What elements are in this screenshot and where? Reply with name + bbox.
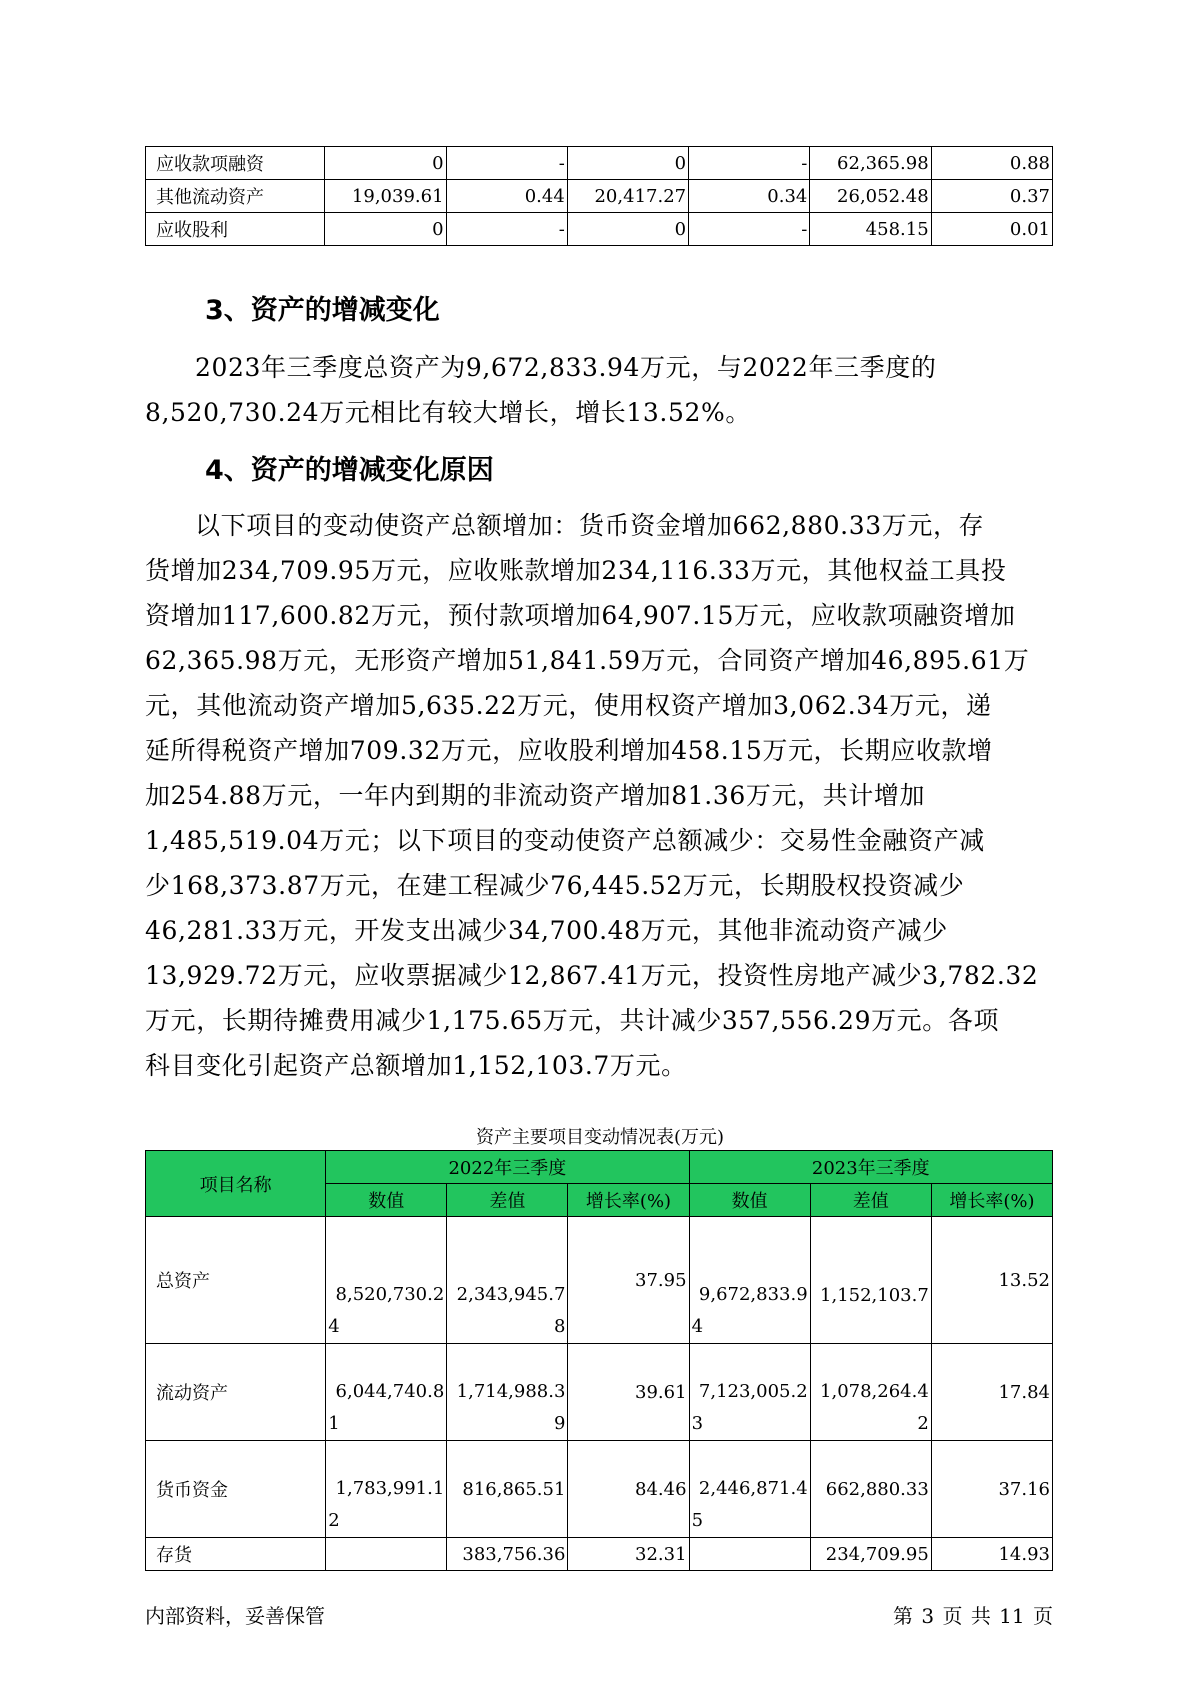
table-row xyxy=(146,1538,1053,1571)
table-header-row xyxy=(146,1151,1053,1184)
cell-text: 8,520,730.2 xyxy=(335,1284,445,1305)
paragraph-line: 科目变化引起资产总额增加1,152,103.7万元。 xyxy=(145,1051,687,1080)
cell-text: 2,343,945.7 xyxy=(456,1284,566,1305)
cell-value: 662,880.33 xyxy=(810,1441,931,1538)
cell-text: 6,044,740.8 xyxy=(335,1381,445,1402)
cell-value xyxy=(326,1441,447,1538)
header-value: 数值 xyxy=(326,1184,447,1217)
cell-text: 9 xyxy=(553,1413,566,1434)
cell-text: 4 xyxy=(691,1316,704,1337)
cell-value: 14.93 xyxy=(931,1538,1052,1571)
footer-page-number: 第 3 页 共 11 页 xyxy=(893,1604,1053,1628)
cell-value: 62,365.98 xyxy=(810,147,931,180)
cell-value: 383,756.36 xyxy=(447,1538,568,1571)
header-rate: 增长率(%) xyxy=(931,1184,1052,1217)
paragraph-line: 万元，长期待摊费用减少1,175.65万元，共计减少357,556.29万元。各项 xyxy=(145,1006,1000,1035)
section3-paragraph xyxy=(145,345,1055,435)
cell-value: 26,052.48 xyxy=(810,180,931,213)
cell-value: 0 xyxy=(325,147,446,180)
cell-text: 4 xyxy=(328,1316,340,1337)
cell-text: 2,446,871.4 xyxy=(698,1478,808,1499)
cell-value: 0.44 xyxy=(446,180,567,213)
cell-value: 0.88 xyxy=(931,147,1052,180)
cell-value: 20,417.27 xyxy=(567,180,688,213)
header-item-name: 项目名称 xyxy=(146,1151,326,1217)
top-continuation-table xyxy=(145,146,1053,246)
cell-value: 816,865.51 xyxy=(447,1441,568,1538)
header-value: 数值 xyxy=(689,1184,810,1217)
cell-value: 39.61 xyxy=(568,1344,689,1441)
paragraph-line: 延所得税资产增加709.32万元，应收股利增加458.15万元，长期应收款增 xyxy=(145,736,993,765)
cell-text: 9,672,833.9 xyxy=(698,1284,808,1305)
cell-value xyxy=(689,1344,810,1441)
cell-text: 7,123,005.2 xyxy=(698,1381,808,1402)
paragraph-line: 2023年三季度总资产为9,672,833.94万元，与2022年三季度的 xyxy=(195,353,937,382)
cell-value: 19,039.61 xyxy=(325,180,446,213)
cell-value: 0 xyxy=(567,213,688,246)
table-caption: 资产主要项目变动情况表(万元) xyxy=(475,1127,725,1148)
cell-value: - xyxy=(446,213,567,246)
footer-confidential-note: 内部资料，妥善保管 xyxy=(145,1604,325,1628)
table-row xyxy=(146,147,1053,180)
paragraph-line: 46,281.33万元，开发支出减少34,700.48万元，其他非流动资产减少 xyxy=(145,916,948,945)
paragraph-line: 1,485,519.04万元；以下项目的变动使资产总额减少：交易性金融资产减 xyxy=(145,826,985,855)
cell-value: 0.01 xyxy=(931,213,1052,246)
paragraph-line: 以下项目的变动使资产总额增加：货币资金增加662,880.33万元，存 xyxy=(195,511,985,540)
paragraph-line: 13,929.72万元，应收票据减少12,867.41万元，投资性房地产减少3,782.32 xyxy=(145,961,1039,990)
cell-value: 0 xyxy=(325,213,446,246)
table-row xyxy=(146,1217,1053,1344)
table-row xyxy=(146,213,1053,246)
cell-text: 1 xyxy=(328,1413,340,1434)
cell-value: 0 xyxy=(567,147,688,180)
cell-text: 8 xyxy=(553,1316,566,1337)
cell-value: 458.15 xyxy=(810,213,931,246)
row-label: 应收款项融资 xyxy=(146,147,325,180)
header-diff: 差值 xyxy=(447,1184,568,1217)
cell-text: 1,078,264.4 xyxy=(820,1381,929,1402)
paragraph-line: 元，其他流动资产增加5,635.22万元，使用权资产增加3,062.34万元，递 xyxy=(145,691,992,720)
table-row xyxy=(146,1441,1053,1538)
cell-value: 37.16 xyxy=(931,1441,1052,1538)
cell-value xyxy=(447,1217,568,1344)
cell-value: 0.34 xyxy=(689,180,810,213)
cell-value xyxy=(810,1344,931,1441)
cell-value: 32.31 xyxy=(568,1538,689,1571)
cell-text: 1,714,988.3 xyxy=(456,1381,566,1402)
header-period-2022: 2022年三季度 xyxy=(326,1151,689,1184)
header-diff: 差值 xyxy=(810,1184,931,1217)
row-label: 货币资金 xyxy=(146,1441,326,1538)
cell-text: 1,783,991.1 xyxy=(335,1478,445,1499)
cell-value: 84.46 xyxy=(568,1441,689,1538)
cell-text: 2 xyxy=(917,1413,929,1434)
cell-value xyxy=(326,1538,447,1571)
paragraph-line: 货增加234,709.95万元，应收账款增加234,116.33万元，其他权益工具投 xyxy=(145,556,1007,585)
cell-value: - xyxy=(446,147,567,180)
cell-value xyxy=(447,1344,568,1441)
cell-value: 17.84 xyxy=(931,1344,1052,1441)
cell-value: 13.52 xyxy=(931,1217,1052,1344)
cell-text: 3 xyxy=(691,1413,704,1434)
paragraph-line: 62,365.98万元，无形资产增加51,841.59万元，合同资产增加46,895.61万 xyxy=(145,646,1030,675)
section-heading-4: 4、资产的增减变化原因 xyxy=(205,455,494,486)
cell-text: 5 xyxy=(691,1510,704,1531)
cell-value xyxy=(326,1344,447,1441)
cell-value: 37.95 xyxy=(568,1217,689,1344)
cell-value xyxy=(326,1217,447,1344)
paragraph-line: 资增加117,600.82万元，预付款项增加64,907.15万元，应收款项融资增加 xyxy=(145,601,1016,630)
row-label: 总资产 xyxy=(146,1217,326,1344)
cell-value: - xyxy=(689,213,810,246)
cell-value: 234,709.95 xyxy=(810,1538,931,1571)
paragraph-line: 少168,373.87万元，在建工程减少76,445.52万元，长期股权投资减少 xyxy=(145,871,965,900)
header-rate: 增长率(%) xyxy=(568,1184,689,1217)
asset-change-table xyxy=(145,1150,1053,1571)
row-label: 流动资产 xyxy=(146,1344,326,1441)
row-label: 其他流动资产 xyxy=(146,180,325,213)
section-heading-3: 3、资产的增减变化 xyxy=(205,295,440,326)
cell-value xyxy=(689,1441,810,1538)
paragraph-line: 8,520,730.24万元相比有较大增长，增长13.52%。 xyxy=(145,398,751,427)
cell-value: 1,152,103.7 xyxy=(810,1217,931,1344)
cell-text: 2 xyxy=(328,1510,340,1531)
header-period-2023: 2023年三季度 xyxy=(689,1151,1052,1184)
cell-value xyxy=(689,1538,810,1571)
paragraph-line: 加254.88万元，一年内到期的非流动资产增加81.36万元，共计增加 xyxy=(145,781,926,810)
cell-value xyxy=(689,1217,810,1344)
row-label: 存货 xyxy=(146,1538,326,1571)
table-row xyxy=(146,1344,1053,1441)
cell-value: - xyxy=(689,147,810,180)
table-row xyxy=(146,180,1053,213)
section4-paragraph xyxy=(145,503,1055,1088)
cell-value: 0.37 xyxy=(931,180,1052,213)
row-label: 应收股利 xyxy=(146,213,325,246)
